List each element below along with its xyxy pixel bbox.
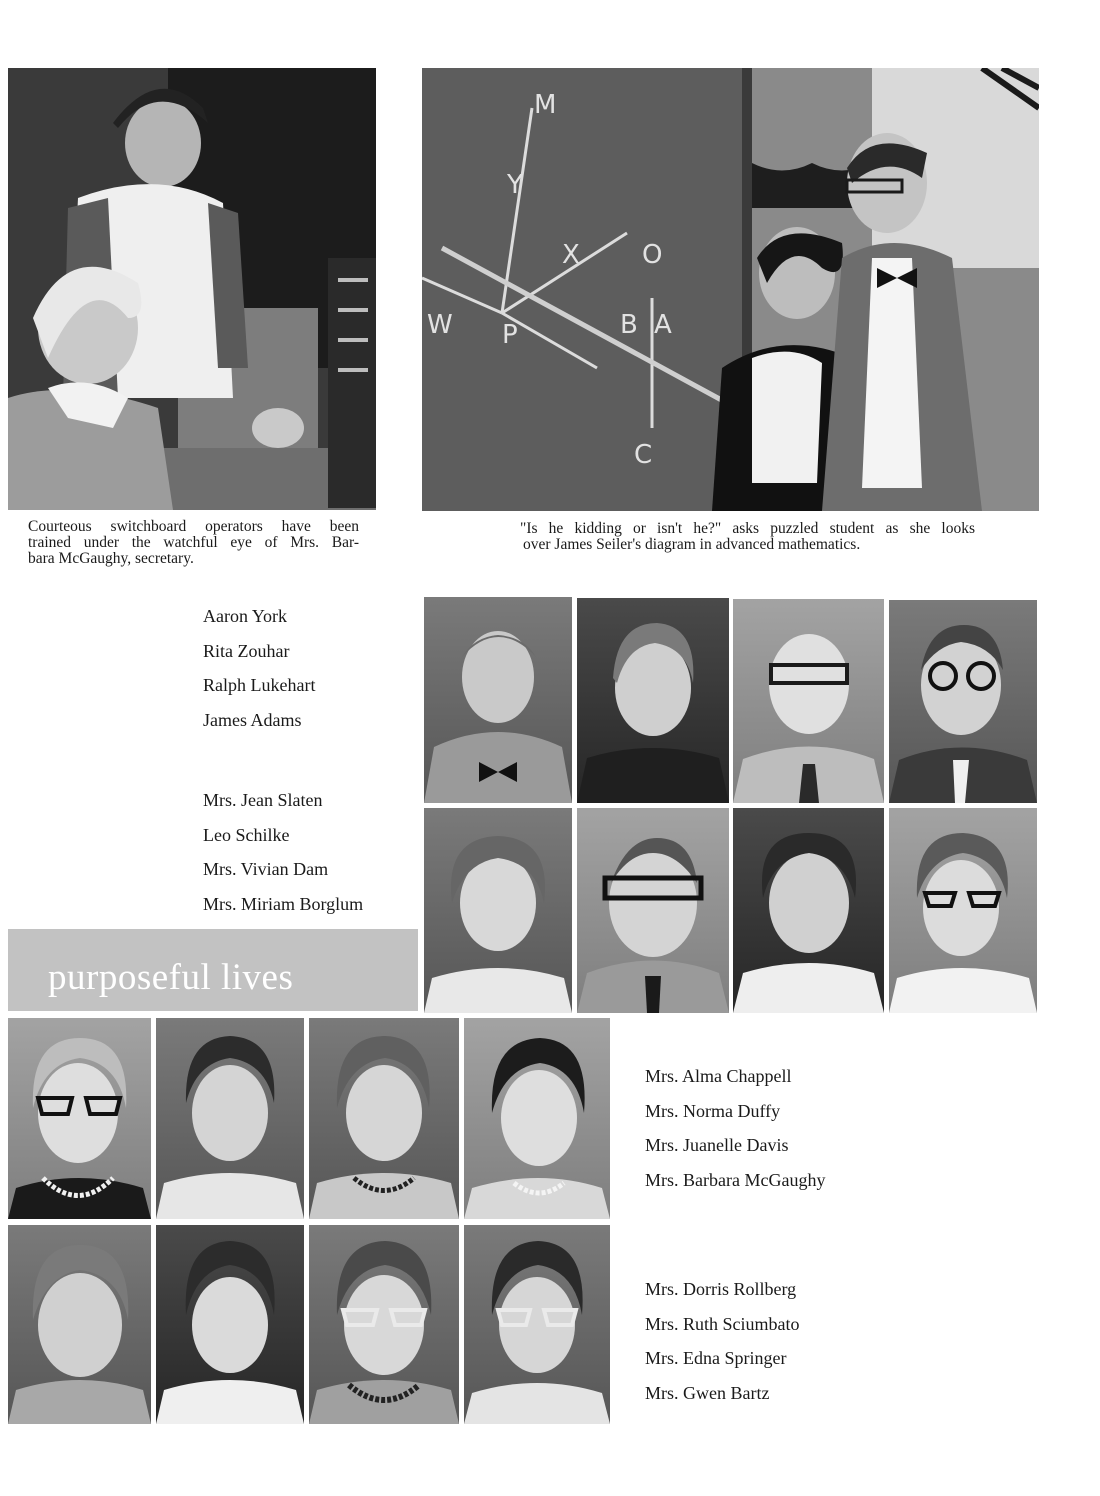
faculty-portrait xyxy=(577,598,729,803)
switchboard-caption xyxy=(28,519,359,567)
faculty-names-group-1a xyxy=(203,599,315,737)
portrait-woman-icon xyxy=(8,1225,151,1424)
faculty-name: Mrs. Norma Duffy xyxy=(645,1100,781,1121)
faculty-name: Mrs. Barbara McGaughy xyxy=(645,1169,826,1190)
faculty-portrait xyxy=(424,808,572,1013)
faculty-portrait xyxy=(8,1225,151,1424)
board-letter: M xyxy=(534,90,557,120)
section-title: purposeful lives xyxy=(48,957,294,998)
board-letter: B xyxy=(620,310,638,340)
faculty-portrait xyxy=(733,599,884,803)
faculty-portrait xyxy=(8,1018,151,1219)
portrait-woman-glasses-icon xyxy=(889,808,1037,1013)
portrait-woman-icon xyxy=(733,808,884,1013)
faculty-name: Mrs. Gwen Bartz xyxy=(645,1382,770,1403)
portrait-woman-smiling-icon xyxy=(424,808,572,1013)
faculty-name: Mrs. Vivian Dam xyxy=(203,859,329,879)
board-letter: Y xyxy=(507,170,523,200)
board-letter: X xyxy=(562,240,580,270)
faculty-name: Rita Zouhar xyxy=(203,640,290,661)
faculty-name: Mrs. Alma Chappell xyxy=(645,1066,792,1086)
switchboard-photo-icon xyxy=(8,68,376,510)
caption-line: bara McGaughy, secretary. xyxy=(28,550,194,567)
faculty-names-group-2b xyxy=(645,1272,800,1410)
board-letter: O xyxy=(642,240,663,270)
faculty-portrait xyxy=(156,1225,304,1424)
faculty-portrait xyxy=(889,808,1037,1013)
portrait-woman-icon xyxy=(156,1018,304,1219)
faculty-portrait xyxy=(733,808,884,1013)
blackboard-photo xyxy=(422,68,1039,511)
faculty-name: Mrs. Ruth Sciumbato xyxy=(645,1313,800,1334)
caption-line: "Is he kidding or isn't he?" asks puzzled student as she looks xyxy=(520,520,975,537)
portrait-woman-icon xyxy=(464,1018,610,1219)
faculty-names-group-1b xyxy=(203,783,363,921)
board-letter: P xyxy=(502,320,518,350)
faculty-name: James Adams xyxy=(203,709,302,730)
portrait-woman-glasses-icon xyxy=(464,1225,610,1424)
caption-line: Courteous switchboard operators have been xyxy=(28,518,359,535)
faculty-names-group-2a xyxy=(645,1059,825,1197)
board-letter: A xyxy=(654,310,672,340)
portrait-man-glasses-icon xyxy=(889,600,1037,803)
faculty-portrait xyxy=(156,1018,304,1219)
faculty-portrait xyxy=(424,597,572,803)
faculty-name: Mrs. Juanelle Davis xyxy=(645,1135,789,1155)
portrait-woman-glasses-icon xyxy=(309,1225,459,1424)
mathematics-blackboard-icon xyxy=(422,68,1039,511)
faculty-name: Aaron York xyxy=(203,606,288,626)
portrait-man-glasses-icon xyxy=(577,808,729,1013)
faculty-name: Mrs. Dorris Rollberg xyxy=(645,1279,797,1299)
caption-line: trained under the watchful eye of Mrs. Bar- xyxy=(28,534,359,551)
blackboard-caption xyxy=(520,521,975,553)
caption-line: over James Seiler's diagram in advanced mathematics. xyxy=(523,536,861,553)
faculty-name: Leo Schilke xyxy=(203,824,290,845)
portrait-woman-smiling-icon xyxy=(156,1225,304,1424)
faculty-portrait xyxy=(309,1018,459,1219)
faculty-name: Mrs. Jean Slaten xyxy=(203,790,323,810)
faculty-portrait xyxy=(309,1225,459,1424)
switchboard-photo xyxy=(8,68,376,510)
faculty-portrait xyxy=(464,1225,610,1424)
portrait-man-bowtie-icon xyxy=(424,597,572,803)
section-banner xyxy=(8,929,418,1011)
portrait-woman-icon xyxy=(577,598,729,803)
faculty-name: Mrs. Miriam Borglum xyxy=(203,893,364,914)
portrait-man-glasses-icon xyxy=(733,599,884,803)
faculty-portrait xyxy=(577,808,729,1013)
faculty-name: Mrs. Edna Springer xyxy=(645,1348,787,1368)
board-letter: C xyxy=(634,440,653,470)
faculty-portrait xyxy=(464,1018,610,1219)
board-letter: W xyxy=(427,310,453,340)
faculty-portrait xyxy=(889,600,1037,803)
portrait-woman-icon xyxy=(309,1018,459,1219)
portrait-woman-glasses-icon xyxy=(8,1018,151,1219)
faculty-name: Ralph Lukehart xyxy=(203,675,316,695)
